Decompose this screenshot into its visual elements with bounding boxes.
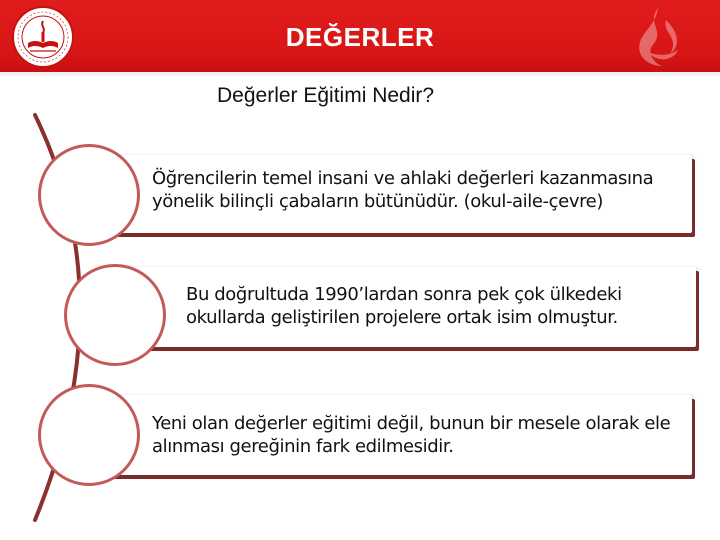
list-item-text: Öğrencilerin temel insani ve ahlaki değerleri kazanmasına yönelik bilinçli çabaların bütünüdür. (okul-aile-çevre) xyxy=(152,168,654,212)
list-item xyxy=(92,395,692,475)
slide-subtitle: Değerler Eğitimi Nedir? xyxy=(217,84,435,107)
bullet-circle xyxy=(38,144,140,246)
list-item xyxy=(108,267,696,347)
header-bar xyxy=(0,0,720,76)
bullet-circle xyxy=(38,384,140,486)
list-item-text: Yeni olan değerler eğitimi değil, bunun bir mesele olarak ele alınması gereğinin fark edilmesidir. xyxy=(152,413,671,457)
page-title: DEĞERLER xyxy=(285,22,435,52)
list-item xyxy=(92,155,692,233)
list-item-text: Bu doğrultuda 1990’lardan sonra pek çok ülkedeki okullarda geliştirilen projelere ortak isim olmuştur. xyxy=(186,284,622,328)
flame-icon xyxy=(618,6,698,70)
bullet-circle xyxy=(64,264,166,366)
